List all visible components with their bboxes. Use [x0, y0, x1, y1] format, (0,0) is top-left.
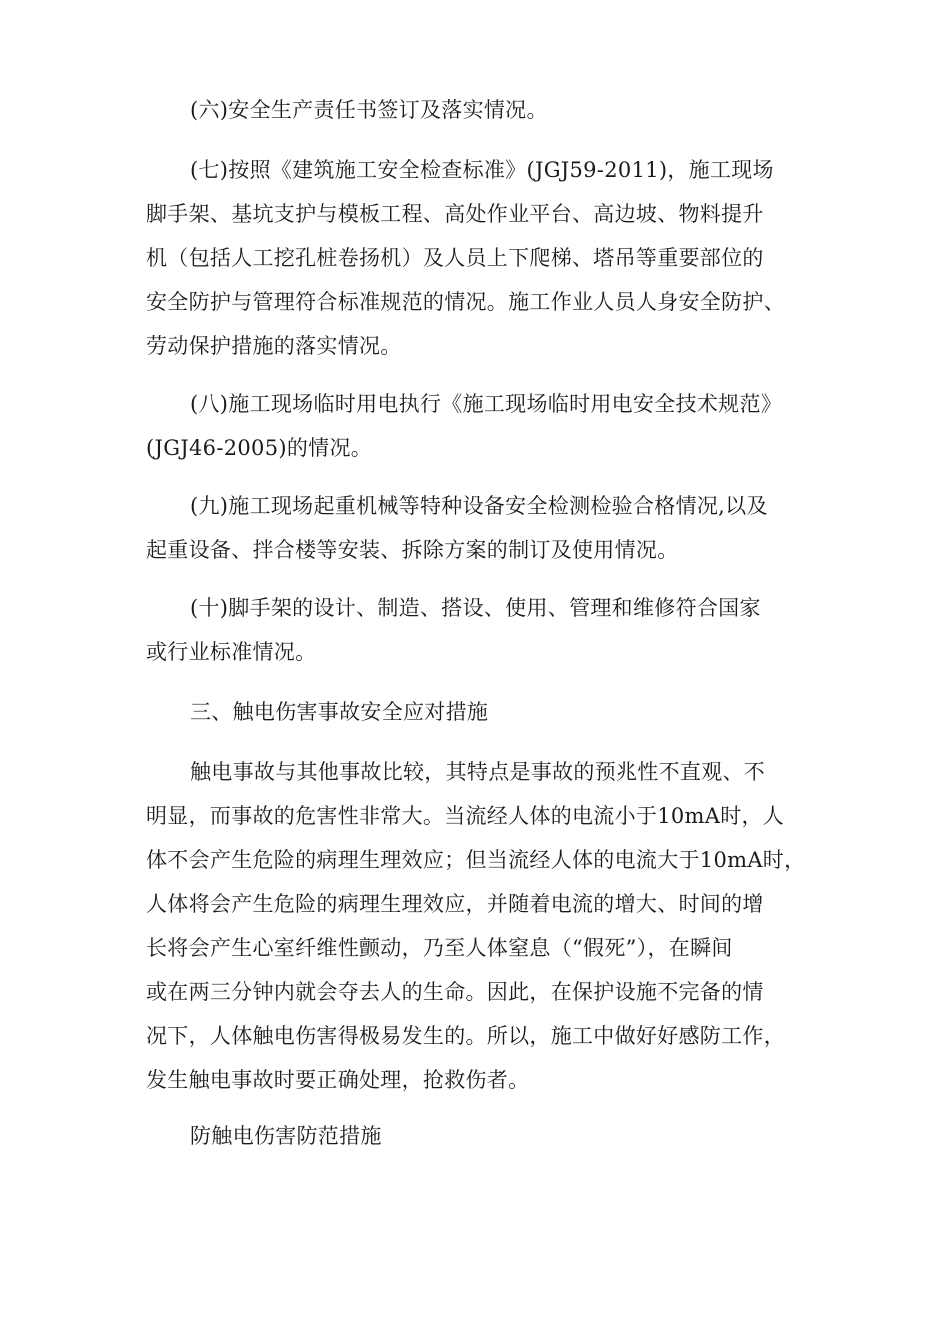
- text-line: 机（包括人工挖孔桩卷扬机）及人员上下爬梯、塔吊等重要部位的: [146, 246, 764, 270]
- text-line: 劳动保护措施的落实情况。: [146, 334, 402, 358]
- text-line: 人体将会产生危险的病理生理效应，并随着电流的增大、时间的增: [146, 892, 764, 916]
- section-heading-3: [146, 690, 806, 734]
- heading-text: 三、触电伤害事故安全应对措施: [190, 700, 489, 724]
- text-line: (七)按照《建筑施工安全检查标准》(JGJ59-2011)，施工现场: [190, 158, 774, 182]
- paragraph-item-9: [146, 484, 806, 572]
- heading-text: 防触电伤害防范措施: [190, 1124, 382, 1148]
- text-line: (八)施工现场临时用电执行《施工现场临时用电安全技术规范》: [190, 392, 783, 416]
- text-line: (JGJ46-2005)的情况。: [146, 436, 373, 460]
- text-line: 安全防护与管理符合标准规范的情况。施工作业人员人身安全防护、: [146, 290, 785, 314]
- paragraph-electric-shock: [146, 750, 806, 1102]
- text-line: 况下，人体触电伤害得极易发生的。所以，施工中做好好感防工作，: [146, 1024, 785, 1048]
- text-line: 明显，而事故的危害性非常大。当流经人体的电流小于10mA时，人: [146, 804, 785, 828]
- paragraph-item-10: [146, 586, 806, 674]
- paragraph-item-8: [146, 382, 806, 470]
- text-line: 或行业标准情况。: [146, 640, 317, 664]
- text-line: (六)安全生产责任书签订及落实情况。: [190, 98, 548, 122]
- subsection-heading: [146, 1114, 806, 1158]
- text-line: 脚手架、基坑支护与模板工程、高处作业平台、高边坡、物料提升: [146, 202, 764, 226]
- paragraph-item-7: [146, 148, 806, 368]
- text-line: 发生触电事故时要正确处理，抢救伤者。: [146, 1068, 530, 1092]
- text-line: 体不会产生危险的病理生理效应；但当流经人体的电流大于10mA时，: [146, 848, 806, 872]
- paragraph-item-6: [146, 88, 806, 132]
- text-line: 起重设备、拌合楼等安装、拆除方案的制订及使用情况。: [146, 538, 679, 562]
- text-line: 触电事故与其他事故比较，其特点是事故的预兆性不直观、不: [190, 760, 766, 784]
- text-line: (九)施工现场起重机械等特种设备安全检测检验合格情况,以及: [190, 494, 768, 518]
- text-line: 或在两三分钟内就会夺去人的生命。因此，在保护设施不完备的情: [146, 980, 764, 1004]
- text-line: 长将会产生心室纤维性颤动，乃至人体窒息（“假死”），在瞬间: [146, 936, 733, 960]
- text-line: (十)脚手架的设计、制造、搭设、使用、管理和维修符合国家: [190, 596, 761, 620]
